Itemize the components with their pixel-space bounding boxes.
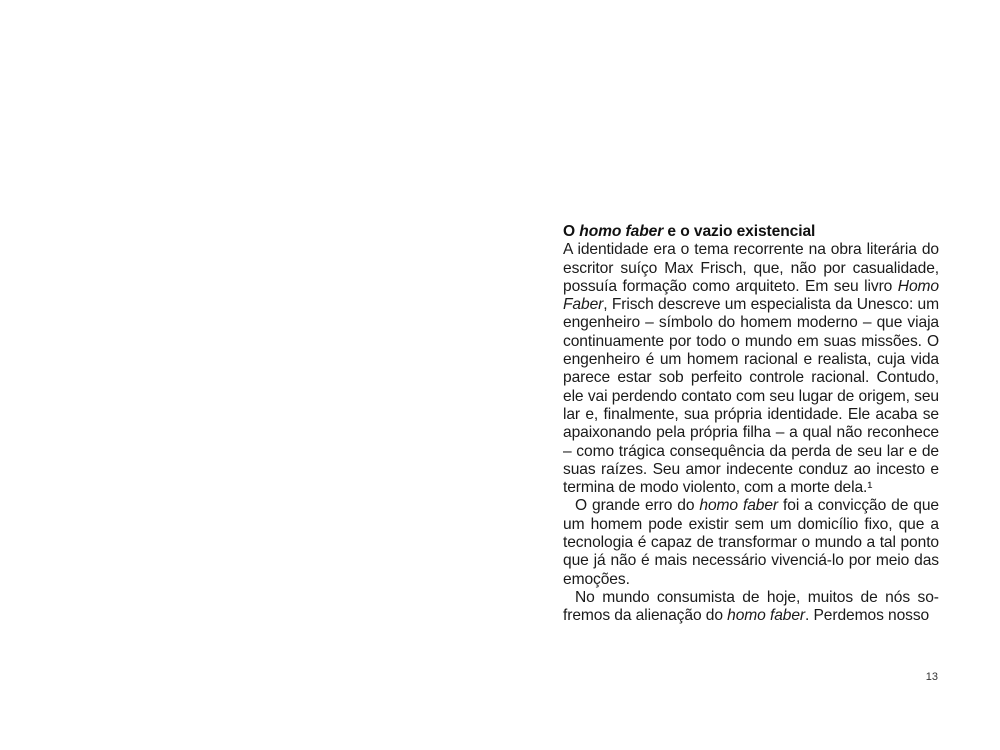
section-heading (563, 223, 939, 241)
paragraph-1-segment-2: Homo Faber (563, 277, 939, 314)
heading-part3: e o vazio existencial (663, 223, 816, 240)
paragraph-3-segment-1: No mundo consumista de hoje, muitos de nós sofremos da alienação do (563, 588, 939, 625)
paragraph-2-segment-1: O grande erro do (575, 497, 700, 515)
paragraph-3-segment-3: . Perdemos nosso (805, 607, 930, 625)
paragraph-3-segment-2: homo faber (727, 607, 806, 625)
paragraph-1 (563, 241, 939, 497)
paragraph-3 (563, 589, 939, 626)
page-number: 13 (925, 671, 938, 683)
paragraph-1-segment-3: , Frisch descreve um especialista da Unesco: um engenheiro – símbolo do homem moderno – que viaja continuamente por todo o mundo em suas missões. O engenheiro é um homem racional e realista, cuja vida parece estar sob perfeito controle racional. Contudo, ele vai perdendo contato com seu lugar de origem, seu lar e, finalmente, sua própria identidade. Ele acaba se apaixonando pela própria filha – a qual não reconhece – como trágica consequência da perda de seu lar e de suas raízes. Seu amor indecente conduz ao incesto e termina de modo violento, com a morte dela.¹ (563, 296, 939, 497)
heading-part1: O (563, 223, 580, 240)
paragraph-1-segment-1: A identidade era o tema recorrente na obra literária do escritor suíço Max Frisch, que, não por casualidade, possuía formação como arquiteto. Em seu livro (563, 241, 939, 295)
body-text-block (563, 223, 939, 626)
heading-italic: homo faber (579, 223, 664, 240)
paragraph-2 (563, 497, 939, 588)
paragraph-2-segment-2: homo faber (699, 497, 779, 515)
paragraph-2-segment-3: foi a convicção de que um homem pode existir sem um domicílio fixo, que a tecnologia é capaz de transformar o mundo a tal ponto que já não é mais necessário vivenciá-lo por meio das emoções. (563, 497, 939, 588)
